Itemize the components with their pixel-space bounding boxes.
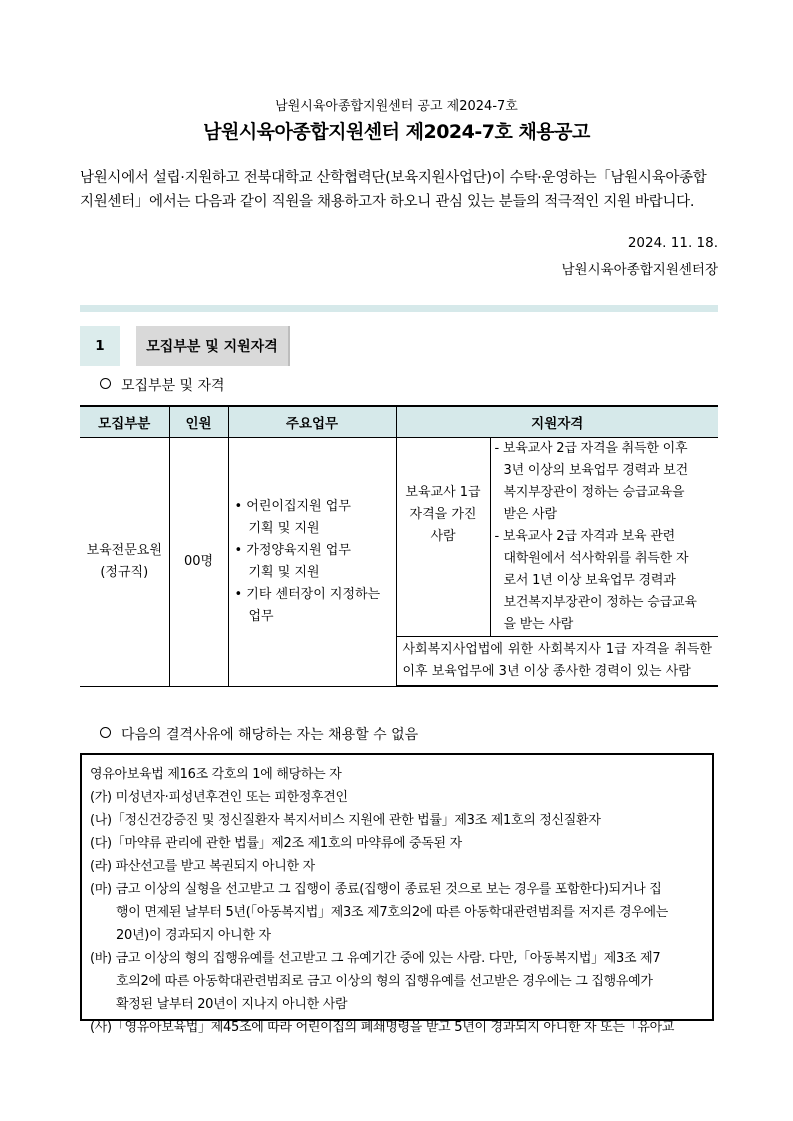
duty-item: • 가정양육지원 업무 bbox=[234, 542, 351, 558]
headcount-cell: 00명 bbox=[169, 438, 228, 687]
subheading-disqualify bbox=[100, 724, 418, 744]
list-item: (라) 파산선고를 받고 복권되지 아니한 자 bbox=[90, 859, 315, 874]
qual-detail: 대학원에서 석사학위를 취득한 자 bbox=[503, 551, 689, 566]
subheading-text: 다음의 결격사유에 해당하는 자는 채용할 수 없음 bbox=[121, 727, 419, 743]
subheading-text: 모집부분 및 자격 bbox=[121, 378, 225, 394]
list-item: 20년)이 경과되지 아니한 자 bbox=[116, 928, 271, 943]
position-cell bbox=[80, 438, 169, 687]
list-item: (가) 미성년자·피성년후견인 또는 피한정후견인 bbox=[90, 790, 348, 805]
list-item: (마) 금고 이상의 실형을 선고받고 그 집행이 종료(집행이 종료된 것으로 보는 경우를 포함한다)되거나 집 bbox=[90, 882, 662, 897]
qual-detail: 복지부장관이 정하는 승급교육을 bbox=[503, 485, 685, 500]
position-name: 보육전문요원 bbox=[86, 542, 162, 558]
circle-bullet-icon bbox=[100, 378, 111, 389]
qual-detail: 보건복지부장관이 정하는 승급교육 bbox=[503, 595, 697, 610]
circle-bullet-icon bbox=[100, 727, 111, 738]
intro-paragraph bbox=[80, 166, 720, 214]
header-qualification: 지원자격 bbox=[396, 406, 718, 438]
disqualification-box bbox=[80, 753, 714, 1035]
duty-item: 기획 및 지원 bbox=[248, 520, 320, 536]
table-row bbox=[80, 438, 718, 637]
intro-line: 남원시에서 설립·지원하고 전북대학교 산학협력단(보육지원사업단)이 수탁·운영하는「남원시육아종합 bbox=[80, 170, 707, 186]
duty-item: • 기타 센터장이 지정하는 bbox=[234, 586, 381, 602]
qual-label-line: 사람 bbox=[430, 529, 456, 544]
qual-detail: - 보육교사 2급 자격을 취득한 이후 bbox=[494, 441, 688, 456]
qual-label-line: 자격을 가진 bbox=[409, 507, 477, 522]
list-item: (바) 금고 이상의 형의 집행유예를 선고받고 그 유예기간 중에 있는 사람. 다만,「아동복지법」제3조 제7 bbox=[90, 951, 661, 966]
subheading-recruit bbox=[100, 375, 225, 395]
list-item: 호의2에 따른 아동학대관련범죄로 금고 이상의 형의 집행유예를 선고받은 경우에는 그 집행유예가 bbox=[116, 974, 653, 989]
duties-cell bbox=[228, 438, 396, 687]
header-headcount: 인원 bbox=[169, 406, 228, 438]
table-header-row bbox=[80, 406, 718, 438]
qual-detail: 3년 이상의 보육업무 경력과 보건 bbox=[503, 463, 688, 478]
section-divider bbox=[80, 305, 718, 312]
qual-detail: - 보육교사 2급 자격과 보육 관련 bbox=[494, 529, 676, 544]
header-position: 모집부분 bbox=[80, 406, 169, 438]
position-type: (정규직) bbox=[100, 564, 149, 580]
list-item: 영유아보육법 제16조 각호의 1에 해당하는 자 bbox=[90, 767, 342, 782]
qual-social-worker: 사회복지사업법에 위한 사회복지사 1급 자격을 취득한 이후 보육업무에 3년 이상 종사한 경력이 있는 사람 bbox=[396, 637, 718, 687]
notice-number: 남원시육아종합지원센터 공고 제2024-7호 bbox=[275, 99, 518, 114]
duty-item: 업무 bbox=[248, 608, 274, 624]
list-item: (사)「영유아보육법」제45조에 따라 어린이집의 폐쇄명령을 받고 5년이 경과되지 아니한 자 또는「유아교 bbox=[90, 1020, 675, 1035]
signer: 남원시육아종합지원센터장 bbox=[561, 262, 718, 278]
recruitment-table bbox=[80, 405, 718, 687]
section-number: 1 bbox=[80, 326, 120, 366]
duty-item: 기획 및 지원 bbox=[248, 564, 320, 580]
qual-label-line: 보육교사 1급 bbox=[405, 485, 481, 500]
list-item: 행이 면제된 날부터 5년(「아동복지법」제3조 제7호의2에 따른 아동학대관련범죄를 저지른 경우에는 bbox=[116, 905, 669, 920]
list-item: (다)「마약류 관리에 관한 법률」제2조 제1호의 마약류에 중독된 자 bbox=[90, 836, 462, 851]
qual-detail: 받은 사람 bbox=[503, 507, 557, 522]
intro-line: 지원센터」에서는 다음과 같이 직원을 채용하고자 하오니 관심 있는 분들의 적극적인 지원 바랍니다. bbox=[80, 194, 695, 210]
qual-detail-cell bbox=[490, 438, 718, 637]
list-item: (나)「정신건강증진 및 정신질환자 복지서비스 지원에 관한 법률」제3조 제1호의 정신질환자 bbox=[90, 813, 601, 828]
qual-label-cell bbox=[396, 438, 490, 637]
list-item: 확정된 날부터 20년이 지나지 아니한 사람 bbox=[116, 997, 348, 1012]
qual-detail: 로서 1년 이상 보육업무 경력과 bbox=[503, 573, 676, 588]
page-title: 남원시육아종합지원센터 제2024-7호 채용공고 bbox=[203, 121, 590, 143]
header-duties: 주요업무 bbox=[228, 406, 396, 438]
duty-item: • 어린이집지원 업무 bbox=[234, 498, 351, 514]
notice-date: 2024. 11. 18. bbox=[627, 235, 718, 251]
qual-detail: 을 받는 사람 bbox=[503, 617, 574, 632]
section-title: 모집부분 및 지원자격 bbox=[136, 326, 290, 366]
